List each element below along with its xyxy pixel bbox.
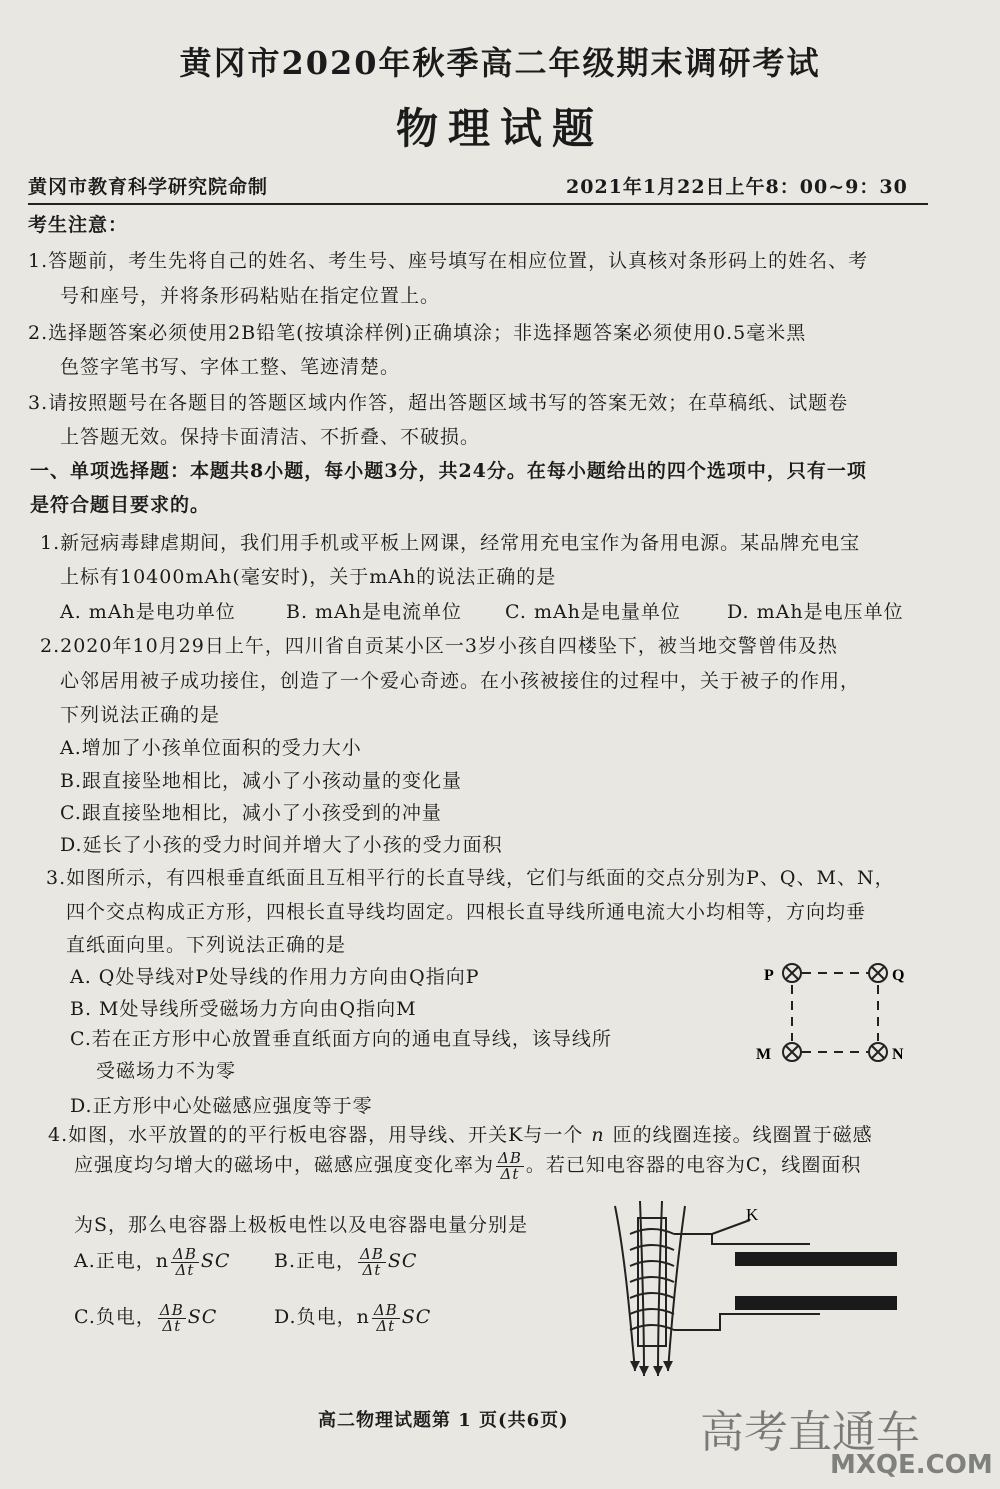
- watermark-url: MXQE.COM: [830, 1450, 993, 1480]
- watermark-text: 高考直通车: [700, 1407, 920, 1458]
- subject-title: 物理试题: [395, 104, 604, 153]
- question-2-stem: 心邻居用被子成功接住，创造了一个爱心奇迹。在小孩被接住的过程中，关于被子的作用，: [60, 670, 861, 692]
- label-p: P: [764, 967, 774, 984]
- question-1-option-d: D. mAh是电压单位: [727, 601, 904, 623]
- question-4-option-c: C.负电， $\frac{\Delta B}{\Delta t}$ SC: [74, 1300, 218, 1335]
- question-3-stem: 直纸面向里。下列说法正确的是: [66, 934, 347, 956]
- question-3-option-c-cont: 受磁场力不为零: [96, 1060, 237, 1082]
- page-footer: 高二物理试题第 1 页(共6页): [318, 1410, 569, 1431]
- question-1-stem: 1.新冠病毒肆虐期间，我们用手机或平板上网课，经常用充电宝作为备用电源。某品牌充电宝: [40, 532, 861, 554]
- question-1-stem: 上标有10400mAh(毫安时)，关于mAh的说法正确的是: [60, 566, 557, 588]
- header-rule: [28, 203, 928, 205]
- question-4-stem: 为S，那么电容器上极板电性以及电容器电量分别是: [74, 1214, 529, 1236]
- question-3-stem: 四个交点构成正方形，四根长直导线均固定。四根长直导线所通电流大小均相等，方向均垂: [66, 901, 867, 923]
- question-2-option-a: A.增加了小孩单位面积的受力大小: [60, 737, 362, 759]
- label-m: M: [756, 1046, 772, 1063]
- question-4-option-a: A.正电，n $\frac{\Delta B}{\Delta t}$ SC: [74, 1244, 231, 1279]
- question-2-option-c: C.跟直接坠地相比，减小了小孩受到的冲量: [60, 802, 442, 824]
- label-n: N: [892, 1046, 904, 1063]
- question-2-option-b: B.跟直接坠地相比，减小了小孩动量的变化量: [60, 770, 463, 792]
- question-4-stem: 4.如图，水平放置的的平行板电容器，用导线、开关K与一个 n 匝的线圈连接。线圈置于磁感: [48, 1124, 873, 1146]
- notice-line: 号和座号，并将条形码粘贴在指定位置上。: [60, 285, 441, 307]
- switch-label-k: K: [746, 1205, 759, 1224]
- question-3-option-b: B. M处导线所受磁场力方向由Q指向M: [70, 998, 417, 1020]
- question-3-option-a: A. Q处导线对P处导线的作用力方向由Q指向P: [70, 966, 480, 988]
- question-3-stem: 3.如图所示，有四根垂直纸面且互相平行的长直导线，它们与纸面的交点分别为P、Q、M、N，: [46, 867, 895, 889]
- section-heading-cont: 是符合题目要求的。: [30, 494, 211, 516]
- label-q: Q: [892, 967, 905, 984]
- question-4-stem: 应强度均匀增大的磁场中，磁感应强度变化率为 $\frac{\Delta B}{\Delta t}$ 。若已知电容器的电容为C，线圈面积: [74, 1148, 862, 1183]
- exam-datetime: 2021年1月22日上午8：00~9：30: [566, 176, 908, 198]
- question-3-option-d: D.正方形中心处磁感应强度等于零: [70, 1095, 373, 1117]
- exam-title: 黄冈市2020年秋季高二年级期末调研考试: [179, 44, 821, 82]
- coil-capacitor-figure: [600, 1196, 910, 1386]
- question-2-option-d: D.延长了小孩的受力时间并增大了小孩的受力面积: [60, 834, 503, 856]
- question-4-option-d: D.负电，n $\frac{\Delta B}{\Delta t}$ SC: [274, 1300, 432, 1335]
- square-wires-figure: [750, 955, 920, 1065]
- question-2-stem: 2.2020年10月29日上午，四川省自贡某小区一3岁小孩自四楼坠下，被当地交警曾伟及热: [40, 635, 838, 657]
- db-dt-fraction: $\frac{\Delta B}{\Delta t}$: [498, 1148, 522, 1183]
- question-4-option-b: B.正电， $\frac{\Delta B}{\Delta t}$ SC: [274, 1244, 418, 1279]
- author-line: 黄冈市教育科学研究院命制: [28, 176, 269, 198]
- notice-heading: 考生注意：: [28, 214, 129, 236]
- question-1-option-a: A. mAh是电功单位: [60, 601, 236, 623]
- notice-line: 色签字笔书写、字体工整、笔迹清楚。: [60, 356, 401, 378]
- question-1-option-c: C. mAh是电量单位: [505, 601, 681, 623]
- notice-line: 1.答题前，考生先将自己的姓名、考生号、座号填写在相应位置，认真核对条形码上的姓名、考: [28, 250, 869, 272]
- section-heading: 一、单项选择题：本题共8小题，每小题3分，共24分。在每小题给出的四个选项中，只有一项: [30, 460, 867, 482]
- notice-line: 2.选择题答案必须使用2B铅笔(按填涂样例)正确填涂；非选择题答案必须使用0.5毫米黑: [28, 322, 807, 344]
- question-3-option-c: C.若在正方形中心放置垂直纸面方向的通电直导线，该导线所: [70, 1028, 612, 1050]
- question-1-option-b: B. mAh是电流单位: [286, 601, 463, 623]
- question-2-stem: 下列说法正确的是: [60, 704, 221, 726]
- notice-line: 3.请按照题号在各题目的答题区域内作答，超出答题区域书写的答案无效；在草稿纸、试题卷: [28, 392, 849, 414]
- notice-line: 上答题无效。保持卡面清洁、不折叠、不破损。: [60, 426, 481, 448]
